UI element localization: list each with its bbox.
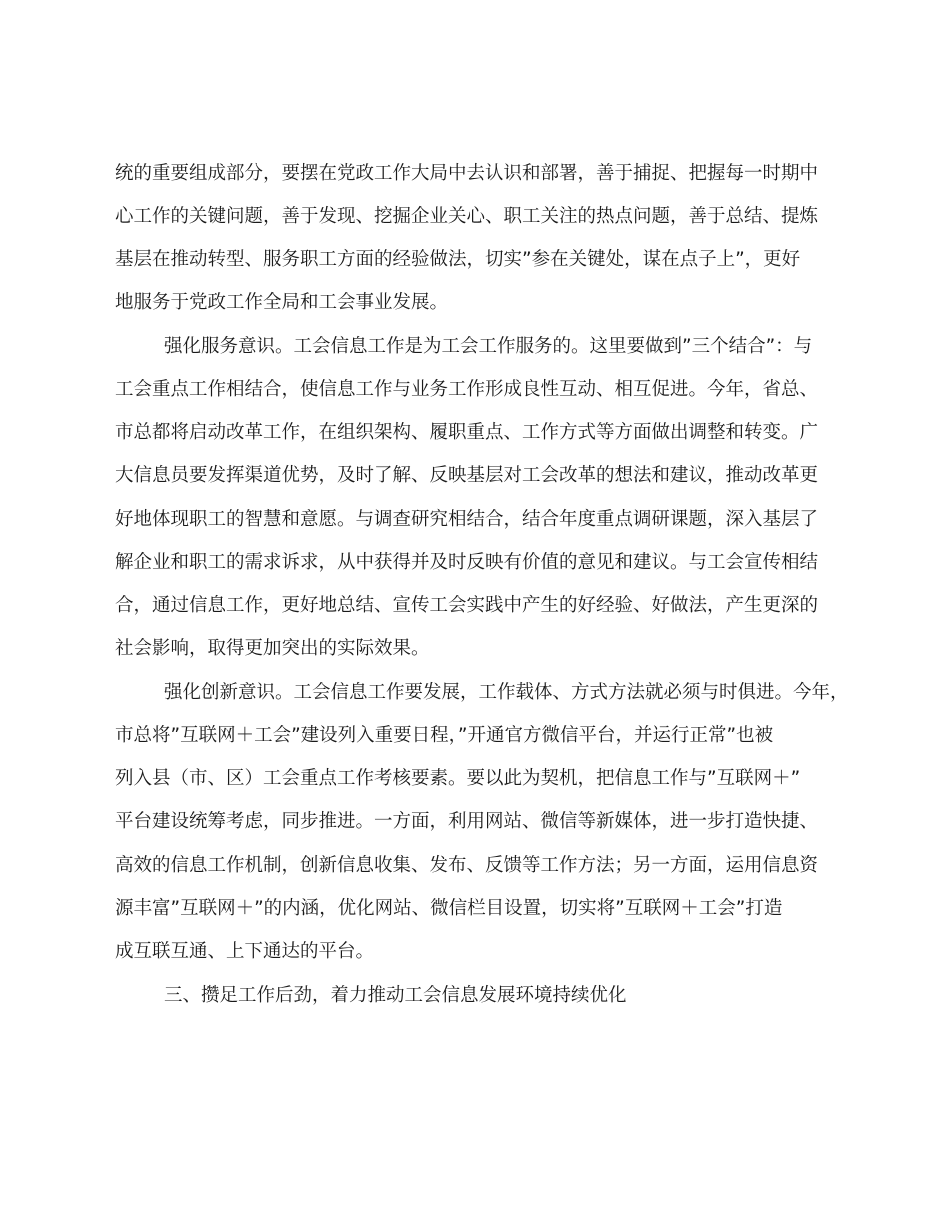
text-line: 工会重点工作相结合，使信息工作与业务工作形成良性互动、相互促进。今年，省总、 <box>115 379 819 400</box>
text-line: 地服务于党政工作全局和工会事业发展。 <box>115 292 449 313</box>
text-line: 平台建设统筹考虑，同步推进。一方面，利用网站、微信等新媒体，进一步打造快捷、 <box>115 811 819 832</box>
text-line: 市总将”互联网＋工会”建设列入重要日程，”开通官方微信平台，并运行正常”也被 <box>115 725 774 746</box>
text-line: 好地体现职工的智慧和意愿。与调查研究相结合，结合年度重点调研课题，深入基层了 <box>115 509 819 530</box>
section-heading: 三、攒足工作后劲，着力推动工会信息发展环境持续优化 <box>164 985 627 1006</box>
text-line: 解企业和职工的需求诉求，从中获得并及时反映有价值的意见和建议。与工会宣传相结 <box>115 552 819 573</box>
text-line: 合，通过信息工作，更好地总结、宣传工会实践中产生的好经验、好做法，产生更深的 <box>115 595 819 616</box>
paragraph-first-line: 强化创新意识。工会信息工作要发展，工作载体、方式方法就必须与时俱进。今年， <box>164 682 849 703</box>
text-line: 成互联互通、上下通达的平台。 <box>115 941 375 962</box>
paragraph-first-line: 强化服务意识。工会信息工作是为工会工作服务的。这里要做到”三个结合”：与 <box>164 336 813 357</box>
text-line: 源丰富”互联网＋”的内涵，优化网站、微信栏目设置，切实将”互联网＋工会”打造 <box>115 898 783 919</box>
text-line: 统的重要组成部分，要摆在党政工作大局中去认识和部署，善于捕捉、把握每一时期中 <box>115 163 819 184</box>
text-line: 列入县（市、区）工会重点工作考核要素。要以此为契机，把信息工作与”互联网＋” <box>115 768 801 789</box>
text-line: 社会影响，取得更加突出的实际效果。 <box>115 638 430 659</box>
text-line: 市总都将启动改革工作，在组织架构、履职重点、工作方式等方面做出调整和转变。广 <box>115 422 819 443</box>
text-line: 大信息员要发挥渠道优势，及时了解、反映基层对工会改革的想法和建议，推动改革更 <box>115 465 819 486</box>
text-line: 基层在推动转型、服务职工方面的经验做法，切实”参在关键处，谋在点子上”，更好 <box>115 249 801 270</box>
text-line: 高效的信息工作机制，创新信息收集、发布、反馈等工作方法；另一方面，运用信息资 <box>115 855 819 876</box>
text-line: 心工作的关键问题，善于发现、挖掘企业关心、职工关注的热点问题，善于总结、提炼 <box>115 206 819 227</box>
